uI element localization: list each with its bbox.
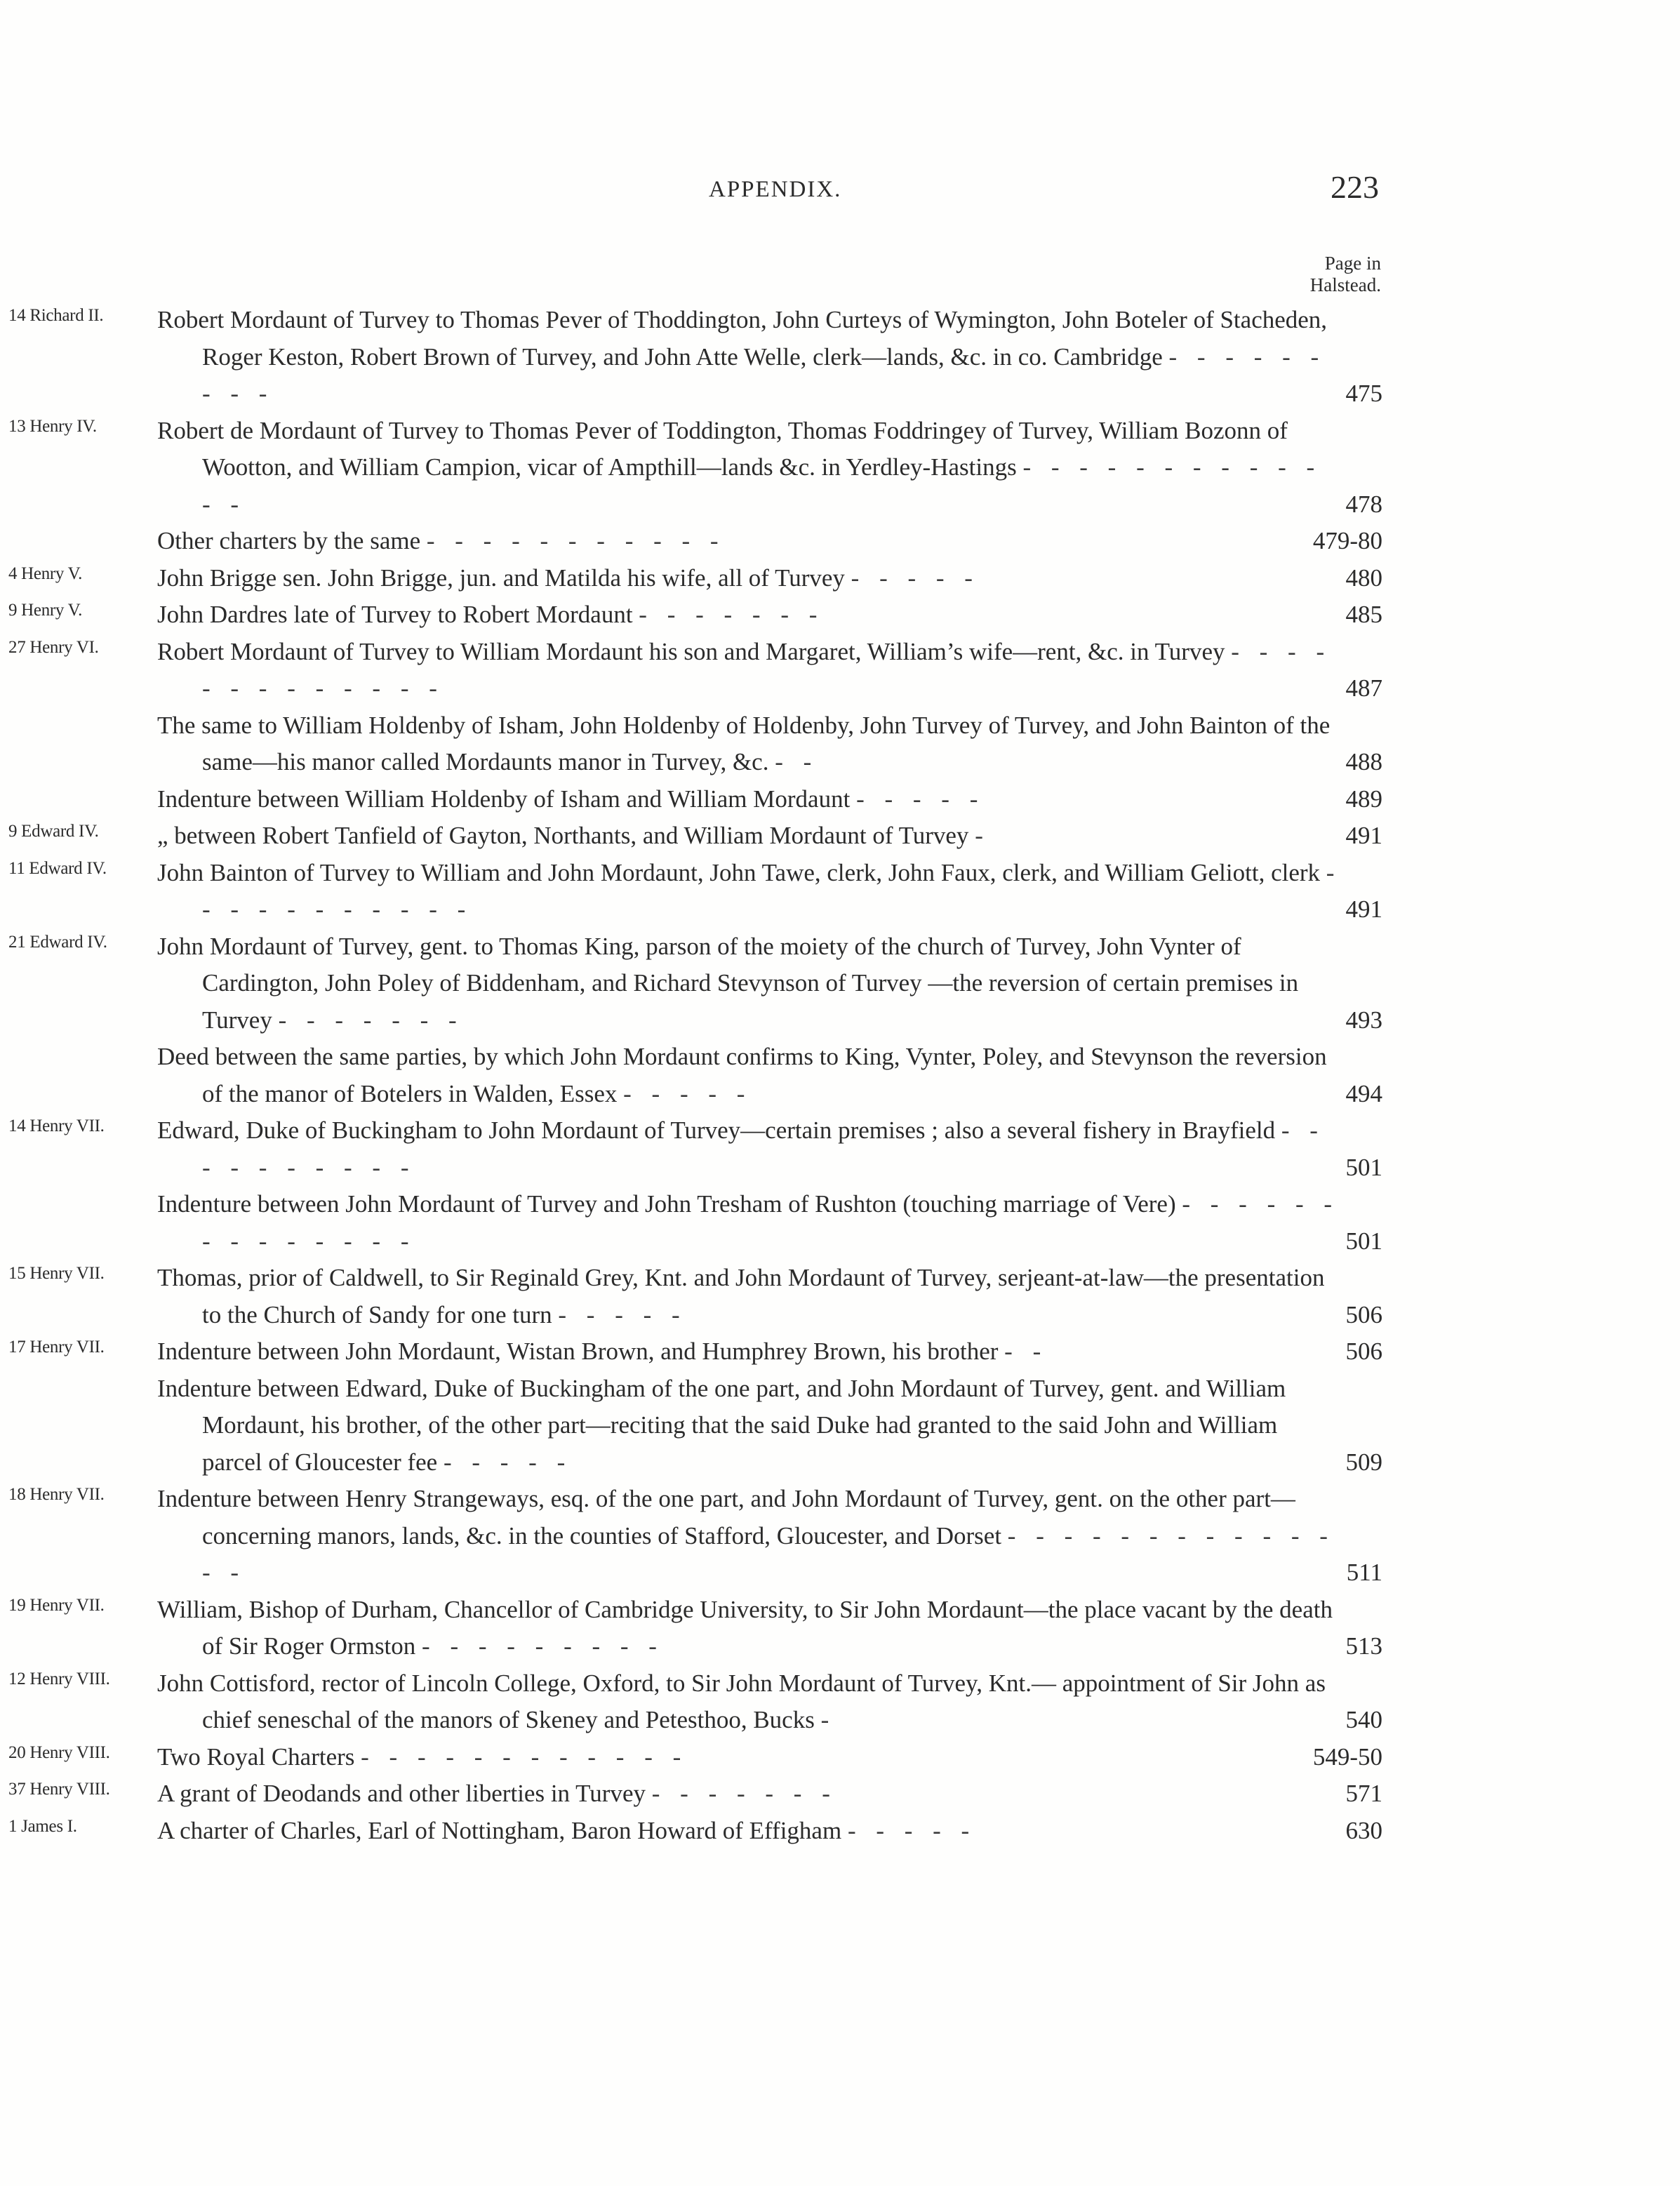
entry-text-block [157, 1333, 1343, 1371]
appendix-entry [0, 1813, 1680, 1850]
entry-description: Indenture between John Mordaunt of Turvey and John Tresham of Rushton (touching marriage of Vere) [157, 1190, 1176, 1218]
entry-text-block [157, 560, 1343, 597]
entry-page-reference: 513 [1345, 1632, 1382, 1660]
entry-date: 12 Henry VIII. [8, 1669, 110, 1688]
entry-description: John Cottisford, rector of Lincoln College, Oxford, to Sir John Mordaunt of Turvey, Knt.— appointment of Sir John as chief seneschal of the manors of Skeney and Petesthoo, Bucks [157, 1669, 1326, 1733]
appendix-entry [0, 1739, 1680, 1776]
entry-text-block [157, 781, 1343, 818]
entry-description: Robert Mordaunt of Turvey to Thomas Pever of Thoddington, John Curteys of Wymington, John Boteler of Stacheden, Roger Keston, Robert Brown of Turvey, and John Atte Welle, clerk—lands, &c. in co. Cambridge [157, 306, 1328, 371]
entry-description: John Bainton of Turvey to William and John Mordaunt, John Tawe, clerk, John Faux, clerk, and William Geliott, clerk [157, 858, 1321, 886]
appendix-entry [0, 1665, 1680, 1739]
entry-page-reference: 506 [1345, 1338, 1382, 1365]
entry-text-block [157, 1813, 1343, 1850]
appendix-entry [0, 818, 1680, 855]
entry-text-block [157, 928, 1343, 1039]
entry-text-block [157, 1112, 1343, 1186]
entry-page-reference: 540 [1345, 1706, 1382, 1733]
entry-description: Robert Mordaunt of Turvey to William Mordaunt his son and Margaret, William’s wife—rent, &c. in Turvey [157, 637, 1225, 665]
appendix-entry [0, 1592, 1680, 1665]
appendix-entry [0, 1186, 1680, 1260]
entry-date: 1 James I. [8, 1816, 77, 1836]
entry-description: Thomas, prior of Caldwell, to Sir Reginald Grey, Knt. and John Mordaunt of Turvey, serjeant-at-law—the presentation to the Church of Sandy for one turn [157, 1264, 1325, 1328]
entry-page-reference: 475 [1345, 380, 1382, 407]
entry-description: Deed between the same parties, by which John Mordaunt confirms to King, Vynter, Poley, and Stevynson the reversion of the manor of Botelers in Walden, Essex [157, 1043, 1327, 1107]
entry-date: 15 Henry VII. [8, 1264, 105, 1283]
entry-page-reference: 494 [1345, 1079, 1382, 1107]
entry-text-block [157, 634, 1343, 707]
entry-leader-dashes: - - - - - - - [639, 601, 825, 628]
entry-page-reference: 501 [1345, 1227, 1382, 1255]
entry-description: William, Bishop of Durham, Chancellor of Cambridge University, to Sir John Mordaunt—the place vacant by the death of Sir Roger Ormston [157, 1595, 1333, 1660]
entry-leader-dashes: - - - - - [851, 564, 980, 592]
entry-leader-dashes: - - - - - - - - - [422, 1632, 664, 1660]
entry-leader-dashes: - - - - - - - - - - - - - - [202, 1521, 1335, 1586]
entry-text-block [157, 855, 1343, 928]
appendix-entry [0, 560, 1680, 597]
entry-date: 11 Edward IV. [8, 858, 107, 878]
entry-text-block [157, 1481, 1343, 1592]
entry-description: „ between Robert Tanfield of Gayton, Northants, and William Mordaunt of Turvey [157, 822, 969, 849]
entry-description: Indenture between Henry Strangeways, esq. of the one part, and John Mordaunt of Turvey, gent. on the other part—concerning manors, lands, &c. in the counties of Stafford, Gloucester, and Dorset [157, 1485, 1295, 1549]
entry-page-reference: 493 [1345, 1006, 1382, 1034]
running-head [0, 168, 1680, 211]
entry-leader-dashes: - - - - - - - - - - - [202, 858, 1342, 923]
entry-date: 4 Henry V. [8, 564, 83, 583]
entry-date: 13 Henry IV. [8, 416, 97, 436]
entry-date: 9 Edward IV. [8, 822, 99, 841]
entry-description: John Dardres late of Turvey to Robert Mordaunt [157, 601, 633, 628]
appendix-entry [0, 1775, 1680, 1813]
entry-date: 9 Henry V. [8, 601, 83, 620]
entry-description: A grant of Deodands and other liberties in Turvey [157, 1780, 646, 1807]
entry-leader-dashes: - - - - - [856, 785, 985, 813]
appendix-entry [0, 413, 1680, 524]
entry-date: 17 Henry VII. [8, 1338, 105, 1357]
entry-page-reference: 571 [1345, 1780, 1382, 1807]
entry-page-reference: 549-50 [1312, 1742, 1382, 1771]
entry-text-block [157, 302, 1343, 413]
entry-leader-dashes: - - - - - [623, 1079, 752, 1107]
entry-description: John Mordaunt of Turvey, gent. to Thomas King, parson of the moiety of the church of Turvey, John Vynter of Cardington, John Poley of Biddenham, and Richard Stevynson of Turvey —the reversion of certain premises in Turvey [157, 932, 1299, 1034]
page-column-header [1277, 253, 1381, 296]
entry-description: Indenture between John Mordaunt, Wistan Brown, and Humphrey Brown, his brother [157, 1338, 999, 1365]
entry-date: 14 Richard II. [8, 306, 104, 325]
entry-text-block [157, 818, 1343, 855]
page-column-header-line2: Halstead. [1309, 274, 1381, 295]
page-column-header-line1: Page in [1324, 253, 1381, 274]
entry-leader-dashes: - - - - - - - - - - - - - - [202, 1190, 1340, 1255]
entry-page-reference: 485 [1345, 601, 1382, 628]
entry-text-block [157, 1371, 1343, 1481]
entry-leader-dashes: - - - - - - - [651, 1780, 837, 1807]
appendix-entry [0, 1112, 1680, 1186]
entry-page-reference: 506 [1345, 1300, 1382, 1328]
entry-text-block [157, 597, 1343, 634]
appendix-entry [0, 1371, 1680, 1481]
entry-page-reference: 491 [1345, 822, 1382, 849]
entry-text-block [157, 523, 1343, 560]
entry-description: A charter of Charles, Earl of Nottingham, Baron Howard of Effigham [157, 1816, 842, 1844]
page-number: 223 [1331, 169, 1379, 205]
appendix-entry [0, 523, 1680, 560]
entry-leader-dashes: - - [775, 748, 819, 775]
appendix-entry [0, 781, 1680, 818]
appendix-entry [0, 855, 1680, 928]
appendix-entry [0, 707, 1680, 781]
entry-page-reference: 509 [1345, 1448, 1382, 1476]
entry-leader-dashes: - [820, 1706, 836, 1733]
entry-leader-dashes: - - - - - - - - - - [202, 1117, 1325, 1181]
entry-text-block [157, 1739, 1343, 1776]
entry-page-reference: 488 [1345, 748, 1382, 775]
entry-date: 19 Henry VII. [8, 1595, 105, 1615]
entry-leader-dashes: - [975, 822, 990, 849]
entry-leader-dashes: - - - - - - - - - - - - - [202, 453, 1322, 518]
entry-date: 18 Henry VII. [8, 1485, 105, 1504]
entry-page-reference: 479-80 [1312, 527, 1382, 554]
entry-page-reference: 501 [1345, 1153, 1382, 1181]
entry-text-block [157, 1592, 1343, 1665]
entry-description: Robert de Mordaunt of Turvey to Thomas Pever of Toddington, Thomas Foddringey of Turvey, William Bozonn of Wootton, and William Campion, vicar of Ampthill—lands &c. in Yerdley-Hastings [157, 416, 1288, 481]
entry-page-reference: 489 [1345, 785, 1382, 813]
entry-text-block [157, 1775, 1343, 1813]
appendix-entry [0, 634, 1680, 707]
entry-date: 27 Henry VI. [8, 637, 99, 657]
entry-text-block [157, 1186, 1343, 1260]
entry-leader-dashes: - - - - - - - - - - - - [361, 1742, 688, 1771]
appendix-entry [0, 1260, 1680, 1333]
entry-leader-dashes: - - - - - [443, 1448, 573, 1476]
entry-description: Indenture between William Holdenby of Isham and William Mordaunt [157, 785, 851, 813]
entry-leader-dashes: - - - - - - - [278, 1006, 464, 1034]
entry-date: 14 Henry VII. [8, 1117, 105, 1135]
entry-page-reference: 478 [1345, 490, 1382, 518]
appendix-entry [0, 1039, 1680, 1112]
entry-page-reference: 480 [1345, 564, 1382, 592]
appendix-entry [0, 302, 1680, 413]
entry-description: Other charters by the same [157, 527, 421, 554]
entry-description: Indenture between Edward, Duke of Buckingham of the one part, and John Mordaunt of Turvey, gent. and William Mordaunt, his brother, of the other part—reciting that the said Duke had granted to the said John and William parcel of Gloucester fee [157, 1374, 1286, 1476]
entry-date: 21 Edward IV. [8, 932, 107, 952]
entry-page-reference: 630 [1345, 1816, 1382, 1844]
appendix-entry [0, 1333, 1680, 1371]
entry-date: 37 Henry VIII. [8, 1780, 110, 1799]
entry-text-block [157, 413, 1343, 524]
entry-text-block [157, 707, 1343, 781]
running-title: APPENDIX. [709, 177, 842, 202]
entry-description: Edward, Duke of Buckingham to John Mordaunt of Turvey—certain premises ; also a several fishery in Brayfield [157, 1117, 1276, 1144]
entry-leader-dashes: - - - - - - - - - [202, 342, 1326, 407]
entry-text-block [157, 1039, 1343, 1112]
entry-leader-dashes: - - - - - [558, 1300, 687, 1328]
entry-description: Two Royal Charters [157, 1742, 355, 1771]
entry-leader-dashes: - - [1004, 1338, 1048, 1365]
appendix-entry [0, 928, 1680, 1039]
entry-text-block [157, 1260, 1343, 1333]
entry-page-reference: 487 [1345, 674, 1382, 702]
entry-leader-dashes: - - - - - - - - - - - - - [202, 637, 1332, 702]
entry-date: 20 Henry VIII. [8, 1742, 110, 1762]
appendix-entry [0, 1481, 1680, 1592]
entry-leader-dashes: - - - - - [847, 1816, 977, 1844]
appendix-entry [0, 597, 1680, 634]
entry-page-reference: 511 [1346, 1559, 1382, 1586]
entry-leader-dashes: - - - - - - - - - - - [426, 527, 726, 554]
entry-description: The same to William Holdenby of Isham, John Holdenby of Holdenby, John Turvey of Turvey, and John Bainton of the same—his manor called Mordaunts manor in Turvey, &c. [157, 711, 1331, 775]
entry-description: John Brigge sen. John Brigge, jun. and Matilda his wife, all of Turvey [157, 564, 845, 592]
entry-page-reference: 491 [1345, 895, 1382, 923]
entry-text-block [157, 1665, 1343, 1739]
appendix-entries [0, 302, 1680, 1849]
